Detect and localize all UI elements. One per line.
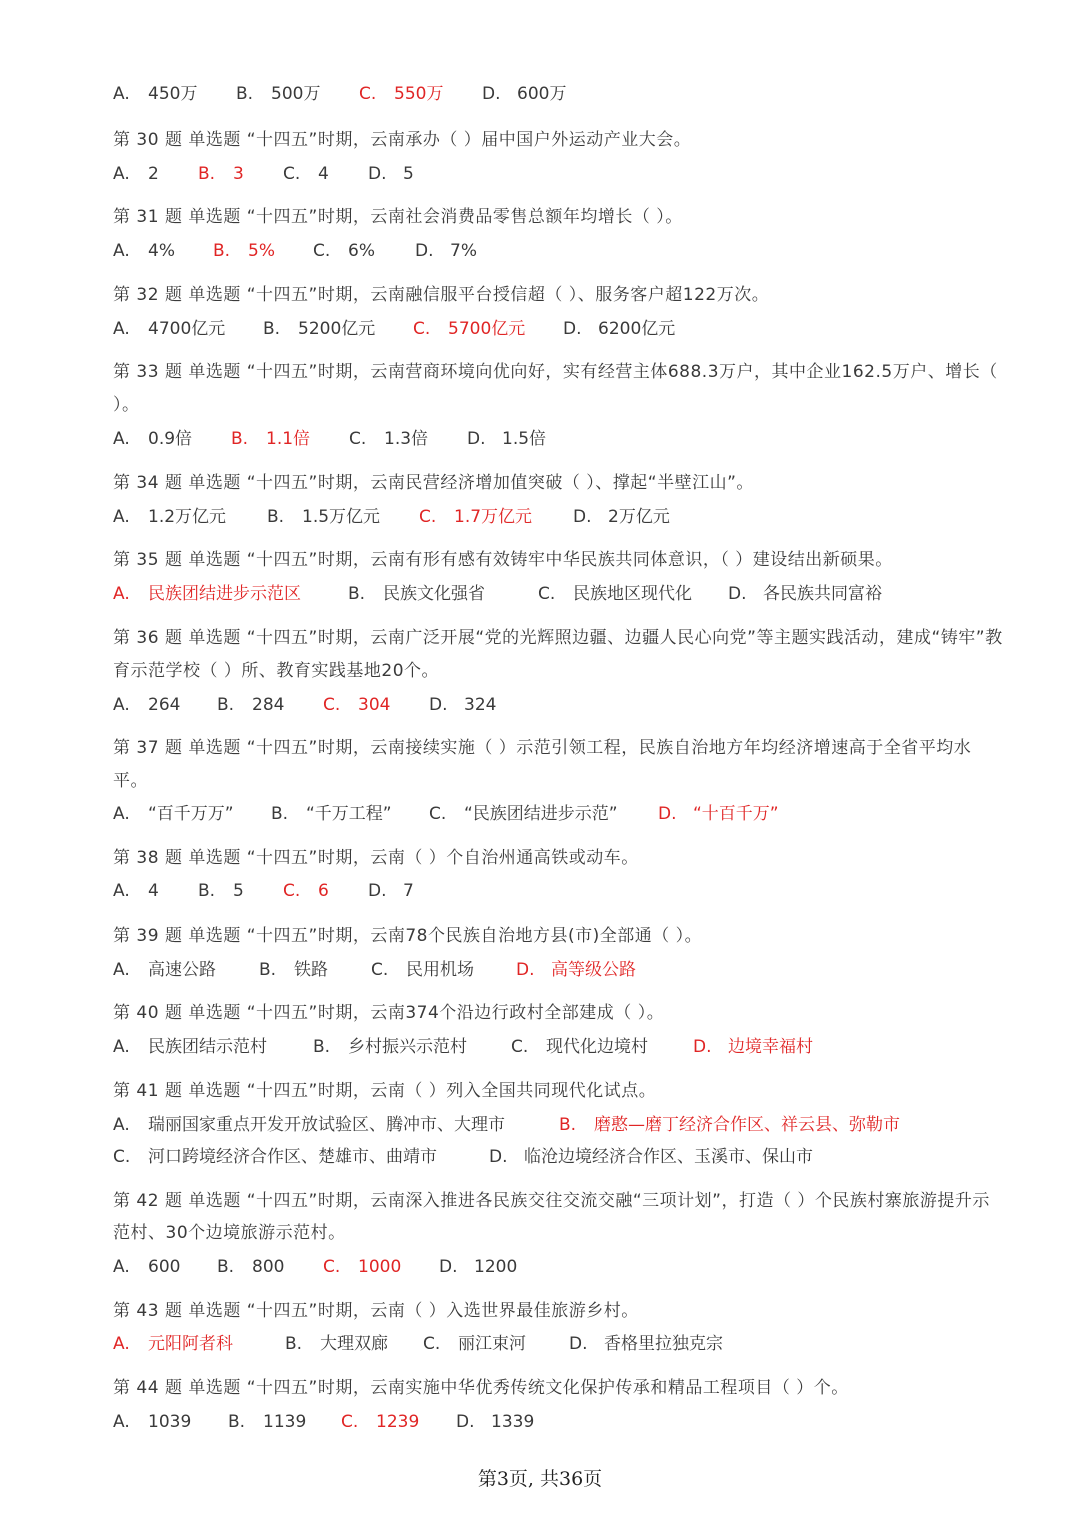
option-text: 民族团结示范村 — [148, 1037, 267, 1057]
option-letter: A. — [113, 1334, 130, 1354]
option-letter: A. — [113, 164, 130, 184]
option-letter: A. — [113, 881, 130, 901]
option-letter: B. — [285, 1334, 303, 1354]
option — [415, 239, 477, 263]
option — [368, 162, 414, 186]
option — [538, 582, 692, 606]
option — [113, 958, 216, 982]
option-letter: C. — [283, 164, 301, 184]
option-text: 高速公路 — [148, 960, 216, 980]
answer-option — [359, 82, 443, 106]
option-text: 6 — [318, 881, 329, 901]
question-text: 范村、30个边境旅游示范村。 — [113, 1223, 346, 1243]
answer-option — [419, 505, 532, 529]
option — [113, 802, 234, 826]
option-text: 元阳阿者科 — [148, 1334, 233, 1354]
option-text: 1200 — [474, 1257, 518, 1277]
option-text: 1.5万亿元 — [302, 507, 381, 527]
option-text: 1.7万亿元 — [454, 507, 533, 527]
option — [371, 958, 474, 982]
option-letter: D. — [658, 804, 677, 824]
option-letter: A. — [113, 1037, 130, 1057]
option-text: 5200亿元 — [298, 319, 376, 339]
question-text: 第 38 题 单选题 “十四五”时期，云南（ ）个自治州通高铁或动车。 — [113, 848, 639, 868]
option — [113, 427, 192, 451]
answer-option — [283, 879, 329, 903]
question-text: 第 42 题 单选题 “十四五”时期，云南深入推进各民族交往交流交融“三项计划”，打造（ ）个民族村寨旅游提升示 — [113, 1191, 990, 1211]
option-letter: B. — [263, 319, 281, 339]
answer-option — [413, 317, 525, 341]
answer-option — [113, 1332, 233, 1356]
option-text: 民用机场 — [406, 960, 474, 980]
question-text: 第 32 题 单选题 “十四五”时期，云南融信服平台授信超（ ）、服务客户超122万次。 — [113, 285, 770, 305]
option — [259, 958, 328, 982]
option — [429, 693, 496, 717]
option — [511, 1035, 648, 1059]
page-footer: 第3页, 共36页 — [477, 1468, 603, 1490]
option-text: “千万工程” — [306, 804, 392, 824]
option-text: 1139 — [263, 1412, 307, 1432]
option-text: 304 — [358, 695, 391, 715]
option-text: 1.1倍 — [266, 429, 311, 449]
option — [113, 239, 175, 263]
option-text: 1239 — [376, 1412, 420, 1432]
option — [569, 1332, 723, 1356]
option — [113, 505, 226, 529]
option-text: 瑞丽国家重点开发开放试验区、腾冲市、大理市 — [148, 1115, 505, 1135]
option-letter: C. — [283, 881, 301, 901]
option-letter: A. — [113, 584, 130, 604]
option-text: 5700亿元 — [448, 319, 526, 339]
option-letter: D. — [439, 1257, 458, 1277]
question-text: 第 41 题 单选题 “十四五”时期，云南（ ）列入全国共同现代化试点。 — [113, 1081, 657, 1101]
option-text: 5 — [403, 164, 414, 184]
option-letter: C. — [511, 1037, 529, 1057]
option-text: 民族地区现代化 — [573, 584, 692, 604]
option-text: 800 — [252, 1257, 285, 1277]
option-letter: C. — [429, 804, 447, 824]
option — [467, 427, 546, 451]
option-letter: D. — [573, 507, 592, 527]
option-text: 河口跨境经济合作区、楚雄市、曲靖市 — [148, 1147, 437, 1167]
option-letter: B. — [271, 804, 289, 824]
option-text: 7 — [403, 881, 414, 901]
option-letter: C. — [323, 1257, 341, 1277]
option-letter: C. — [423, 1334, 441, 1354]
option-letter: C. — [349, 429, 367, 449]
option-letter: D. — [489, 1147, 508, 1167]
answer-option — [198, 162, 244, 186]
option — [313, 239, 375, 263]
option-text: 1.2万亿元 — [148, 507, 227, 527]
question-text: 第 39 题 单选题 “十四五”时期，云南78个民族自治地方县(市)全部通（ ）。 — [113, 926, 703, 946]
option-letter: B. — [228, 1412, 246, 1432]
option-letter: D. — [467, 429, 486, 449]
option-letter: A. — [113, 429, 130, 449]
option — [217, 1255, 284, 1279]
answer-option — [516, 958, 636, 982]
option-letter: D. — [368, 164, 387, 184]
option-letter: C. — [341, 1412, 359, 1432]
option-letter: D. — [516, 960, 535, 980]
question-text: ）。 — [113, 395, 140, 415]
option — [348, 582, 485, 606]
option-text: 4% — [148, 241, 175, 261]
option-letter: D. — [482, 84, 501, 104]
option — [228, 1410, 306, 1434]
question-text: 第 36 题 单选题 “十四五”时期，云南广泛开展“党的光辉照边疆、边疆人民心向党”等主题实践活动，建成“铸牢”教 — [113, 628, 1003, 648]
option-text: 丽江束河 — [458, 1334, 526, 1354]
option-text: 4 — [318, 164, 329, 184]
option — [267, 505, 380, 529]
option-letter: A. — [113, 1257, 130, 1277]
option-letter: A. — [113, 1115, 130, 1135]
option — [113, 1035, 267, 1059]
option-text: 铁路 — [294, 960, 328, 980]
option-letter: C. — [413, 319, 431, 339]
option-letter: C. — [323, 695, 341, 715]
option — [113, 1145, 437, 1169]
option-letter: C. — [371, 960, 389, 980]
option-letter: C. — [419, 507, 437, 527]
option — [263, 317, 375, 341]
question-text: 第 34 题 单选题 “十四五”时期，云南民营经济增加值突破（ ）、撑起“半壁江山”。 — [113, 473, 754, 493]
answer-option — [231, 427, 310, 451]
option — [482, 82, 566, 106]
option — [113, 317, 225, 341]
option-text: 3 — [233, 164, 244, 184]
option-text: 2 — [148, 164, 159, 184]
answer-option — [341, 1410, 419, 1434]
option-text: 现代化边境村 — [546, 1037, 648, 1057]
answer-option — [658, 802, 779, 826]
option-text: 2万亿元 — [608, 507, 670, 527]
option-letter: A. — [113, 319, 130, 339]
option-letter: D. — [693, 1037, 712, 1057]
option — [113, 162, 159, 186]
question-text: 第 44 题 单选题 “十四五”时期，云南实施中华优秀传统文化保护传承和精品工程项目（ ）个。 — [113, 1378, 849, 1398]
option-letter: C. — [538, 584, 556, 604]
option-text: 1039 — [148, 1412, 192, 1432]
answer-option — [323, 1255, 401, 1279]
option-letter: B. — [236, 84, 254, 104]
answer-option — [559, 1113, 900, 1137]
option-letter: B. — [559, 1115, 577, 1135]
option-letter: D. — [368, 881, 387, 901]
option — [439, 1255, 517, 1279]
option-text: “民族团结进步示范” — [464, 804, 618, 824]
option-letter: A. — [113, 1412, 130, 1432]
question-text: 第 33 题 单选题 “十四五”时期，云南营商环境向优向好，实有经营主体688.3万户，其中企业162.5万户、增长（ — [113, 362, 998, 382]
option-letter: D. — [456, 1412, 475, 1432]
option — [271, 802, 392, 826]
option-letter: C. — [359, 84, 377, 104]
option-letter: A. — [113, 960, 130, 980]
option-text: 324 — [464, 695, 497, 715]
question-text: 第 31 题 单选题 “十四五”时期，云南社会消费品零售总额年均增长（ ）。 — [113, 207, 683, 227]
option-text: 600 — [148, 1257, 181, 1277]
option-text: 5% — [248, 241, 275, 261]
option — [113, 1113, 505, 1137]
option-text: 600万 — [517, 84, 567, 104]
option-letter: D. — [569, 1334, 588, 1354]
option-text: 香格里拉独克宗 — [604, 1334, 723, 1354]
option-text: 各民族共同富裕 — [763, 584, 882, 604]
option-text: “百千万万” — [148, 804, 234, 824]
option-text: 264 — [148, 695, 181, 715]
option-text: 1.5倍 — [502, 429, 547, 449]
option — [368, 879, 414, 903]
option-letter: D. — [563, 319, 582, 339]
option-text: 6200亿元 — [598, 319, 676, 339]
option — [429, 802, 618, 826]
option-letter: B. — [198, 164, 216, 184]
answer-option — [113, 582, 301, 606]
option — [198, 879, 244, 903]
option-letter: B. — [313, 1037, 331, 1057]
option-letter: C. — [113, 1147, 131, 1167]
option-letter: B. — [267, 507, 285, 527]
option — [113, 879, 159, 903]
question-text: 第 40 题 单选题 “十四五”时期，云南374个沿边行政村全部建成（ ）。 — [113, 1003, 665, 1023]
option-text: 450万 — [148, 84, 198, 104]
option-text: 民族文化强省 — [383, 584, 485, 604]
option-text: 550万 — [394, 84, 444, 104]
option — [573, 505, 670, 529]
option-letter: A. — [113, 507, 130, 527]
option — [113, 1410, 191, 1434]
option-letter: B. — [217, 695, 235, 715]
answer-option — [693, 1035, 813, 1059]
option-text: 临沧边境经济合作区、玉溪市、保山市 — [524, 1147, 813, 1167]
option-letter: B. — [198, 881, 216, 901]
answer-option — [323, 693, 390, 717]
option — [283, 162, 329, 186]
question-text: 第 30 题 单选题 “十四五”时期，云南承办（ ）届中国户外运动产业大会。 — [113, 130, 692, 150]
question-text: 第 37 题 单选题 “十四五”时期，云南接续实施（ ）示范引领工程，民族自治地方年均经济增速高于全省平均水 — [113, 738, 972, 758]
option-text: 500万 — [271, 84, 321, 104]
option-letter: C. — [313, 241, 331, 261]
option-text: 4700亿元 — [148, 319, 226, 339]
option-letter: D. — [429, 695, 448, 715]
option — [113, 693, 180, 717]
option-text: 6% — [348, 241, 375, 261]
option-text: “十百千万” — [693, 804, 779, 824]
option-letter: B. — [217, 1257, 235, 1277]
option-letter: A. — [113, 804, 130, 824]
option-text: 边境幸福村 — [728, 1037, 813, 1057]
option-text: 高等级公路 — [551, 960, 636, 980]
question-text: 第 43 题 单选题 “十四五”时期，云南（ ）入选世界最佳旅游乡村。 — [113, 1301, 639, 1321]
option — [563, 317, 675, 341]
option-letter: B. — [231, 429, 249, 449]
option — [423, 1332, 526, 1356]
option-letter: A. — [113, 695, 130, 715]
option-letter: B. — [259, 960, 277, 980]
option — [313, 1035, 467, 1059]
option — [285, 1332, 388, 1356]
option-text: 0.9倍 — [148, 429, 193, 449]
answer-option — [213, 239, 275, 263]
option-text: 5 — [233, 881, 244, 901]
option-letter: D. — [728, 584, 747, 604]
option-letter: A. — [113, 84, 130, 104]
option — [456, 1410, 534, 1434]
option — [113, 82, 197, 106]
option-text: 7% — [450, 241, 477, 261]
option-letter: A. — [113, 241, 130, 261]
option-text: 1.3倍 — [384, 429, 429, 449]
option-text: 乡村振兴示范村 — [348, 1037, 467, 1057]
question-text: 第 35 题 单选题 “十四五”时期，云南有形有感有效铸牢中华民族共同体意识，（ ）建设结出新硕果。 — [113, 550, 893, 570]
option — [349, 427, 428, 451]
option-text: 民族团结进步示范区 — [148, 584, 301, 604]
option-text: 4 — [148, 881, 159, 901]
option — [113, 1255, 180, 1279]
option-letter: B. — [213, 241, 231, 261]
option — [489, 1145, 813, 1169]
option-text: 1000 — [358, 1257, 402, 1277]
question-text: 育示范学校（ ）所、教育实践基地20个。 — [113, 661, 440, 681]
option-text: 磨憨—磨丁经济合作区、祥云县、弥勒市 — [594, 1115, 900, 1135]
option — [236, 82, 320, 106]
option-text: 1339 — [491, 1412, 535, 1432]
option — [728, 582, 882, 606]
option — [217, 693, 284, 717]
option-text: 284 — [252, 695, 285, 715]
question-text: 平。 — [113, 771, 148, 791]
option-letter: D. — [415, 241, 434, 261]
option-letter: B. — [348, 584, 366, 604]
option-text: 大理双廊 — [320, 1334, 388, 1354]
